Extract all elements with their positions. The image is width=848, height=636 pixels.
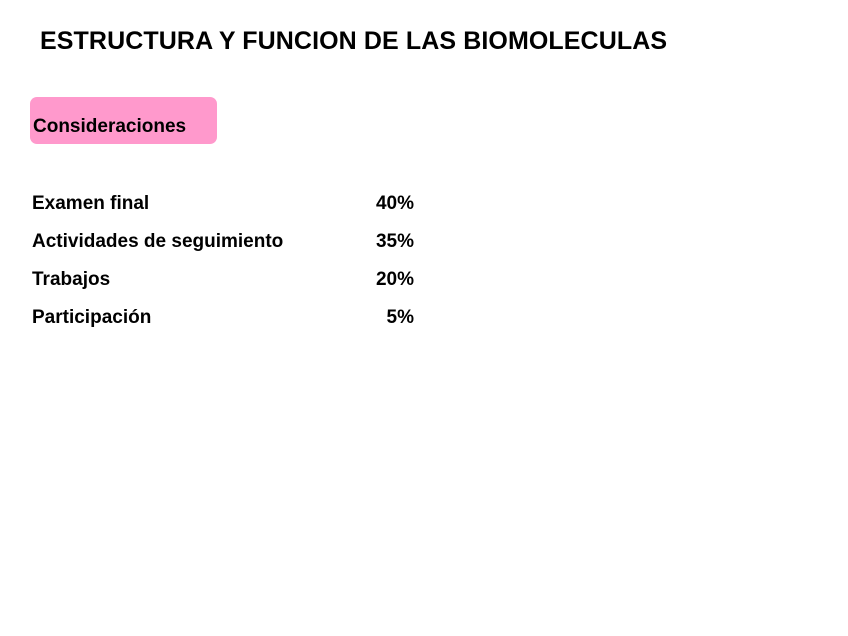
grading-item-percentage: 40% [375,193,414,214]
section-badge [30,97,217,144]
grading-row [32,266,432,304]
grading-item-percentage: 20% [375,269,414,290]
grading-row [32,304,432,342]
grading-item-label: Participación [32,307,152,328]
grading-item-percentage: 35% [375,231,414,252]
grading-item-label: Examen final [32,193,150,214]
page-title: ESTRUCTURA Y FUNCION DE LAS BIOMOLECULAS [40,27,668,55]
grading-list [32,190,432,342]
grading-row [32,228,432,266]
section-badge-label: Consideraciones [33,116,187,137]
grading-row [32,190,432,228]
grading-item-label: Trabajos [32,269,111,290]
grading-item-percentage: 5% [386,307,414,328]
grading-item-label: Actividades de seguimiento [32,231,284,252]
